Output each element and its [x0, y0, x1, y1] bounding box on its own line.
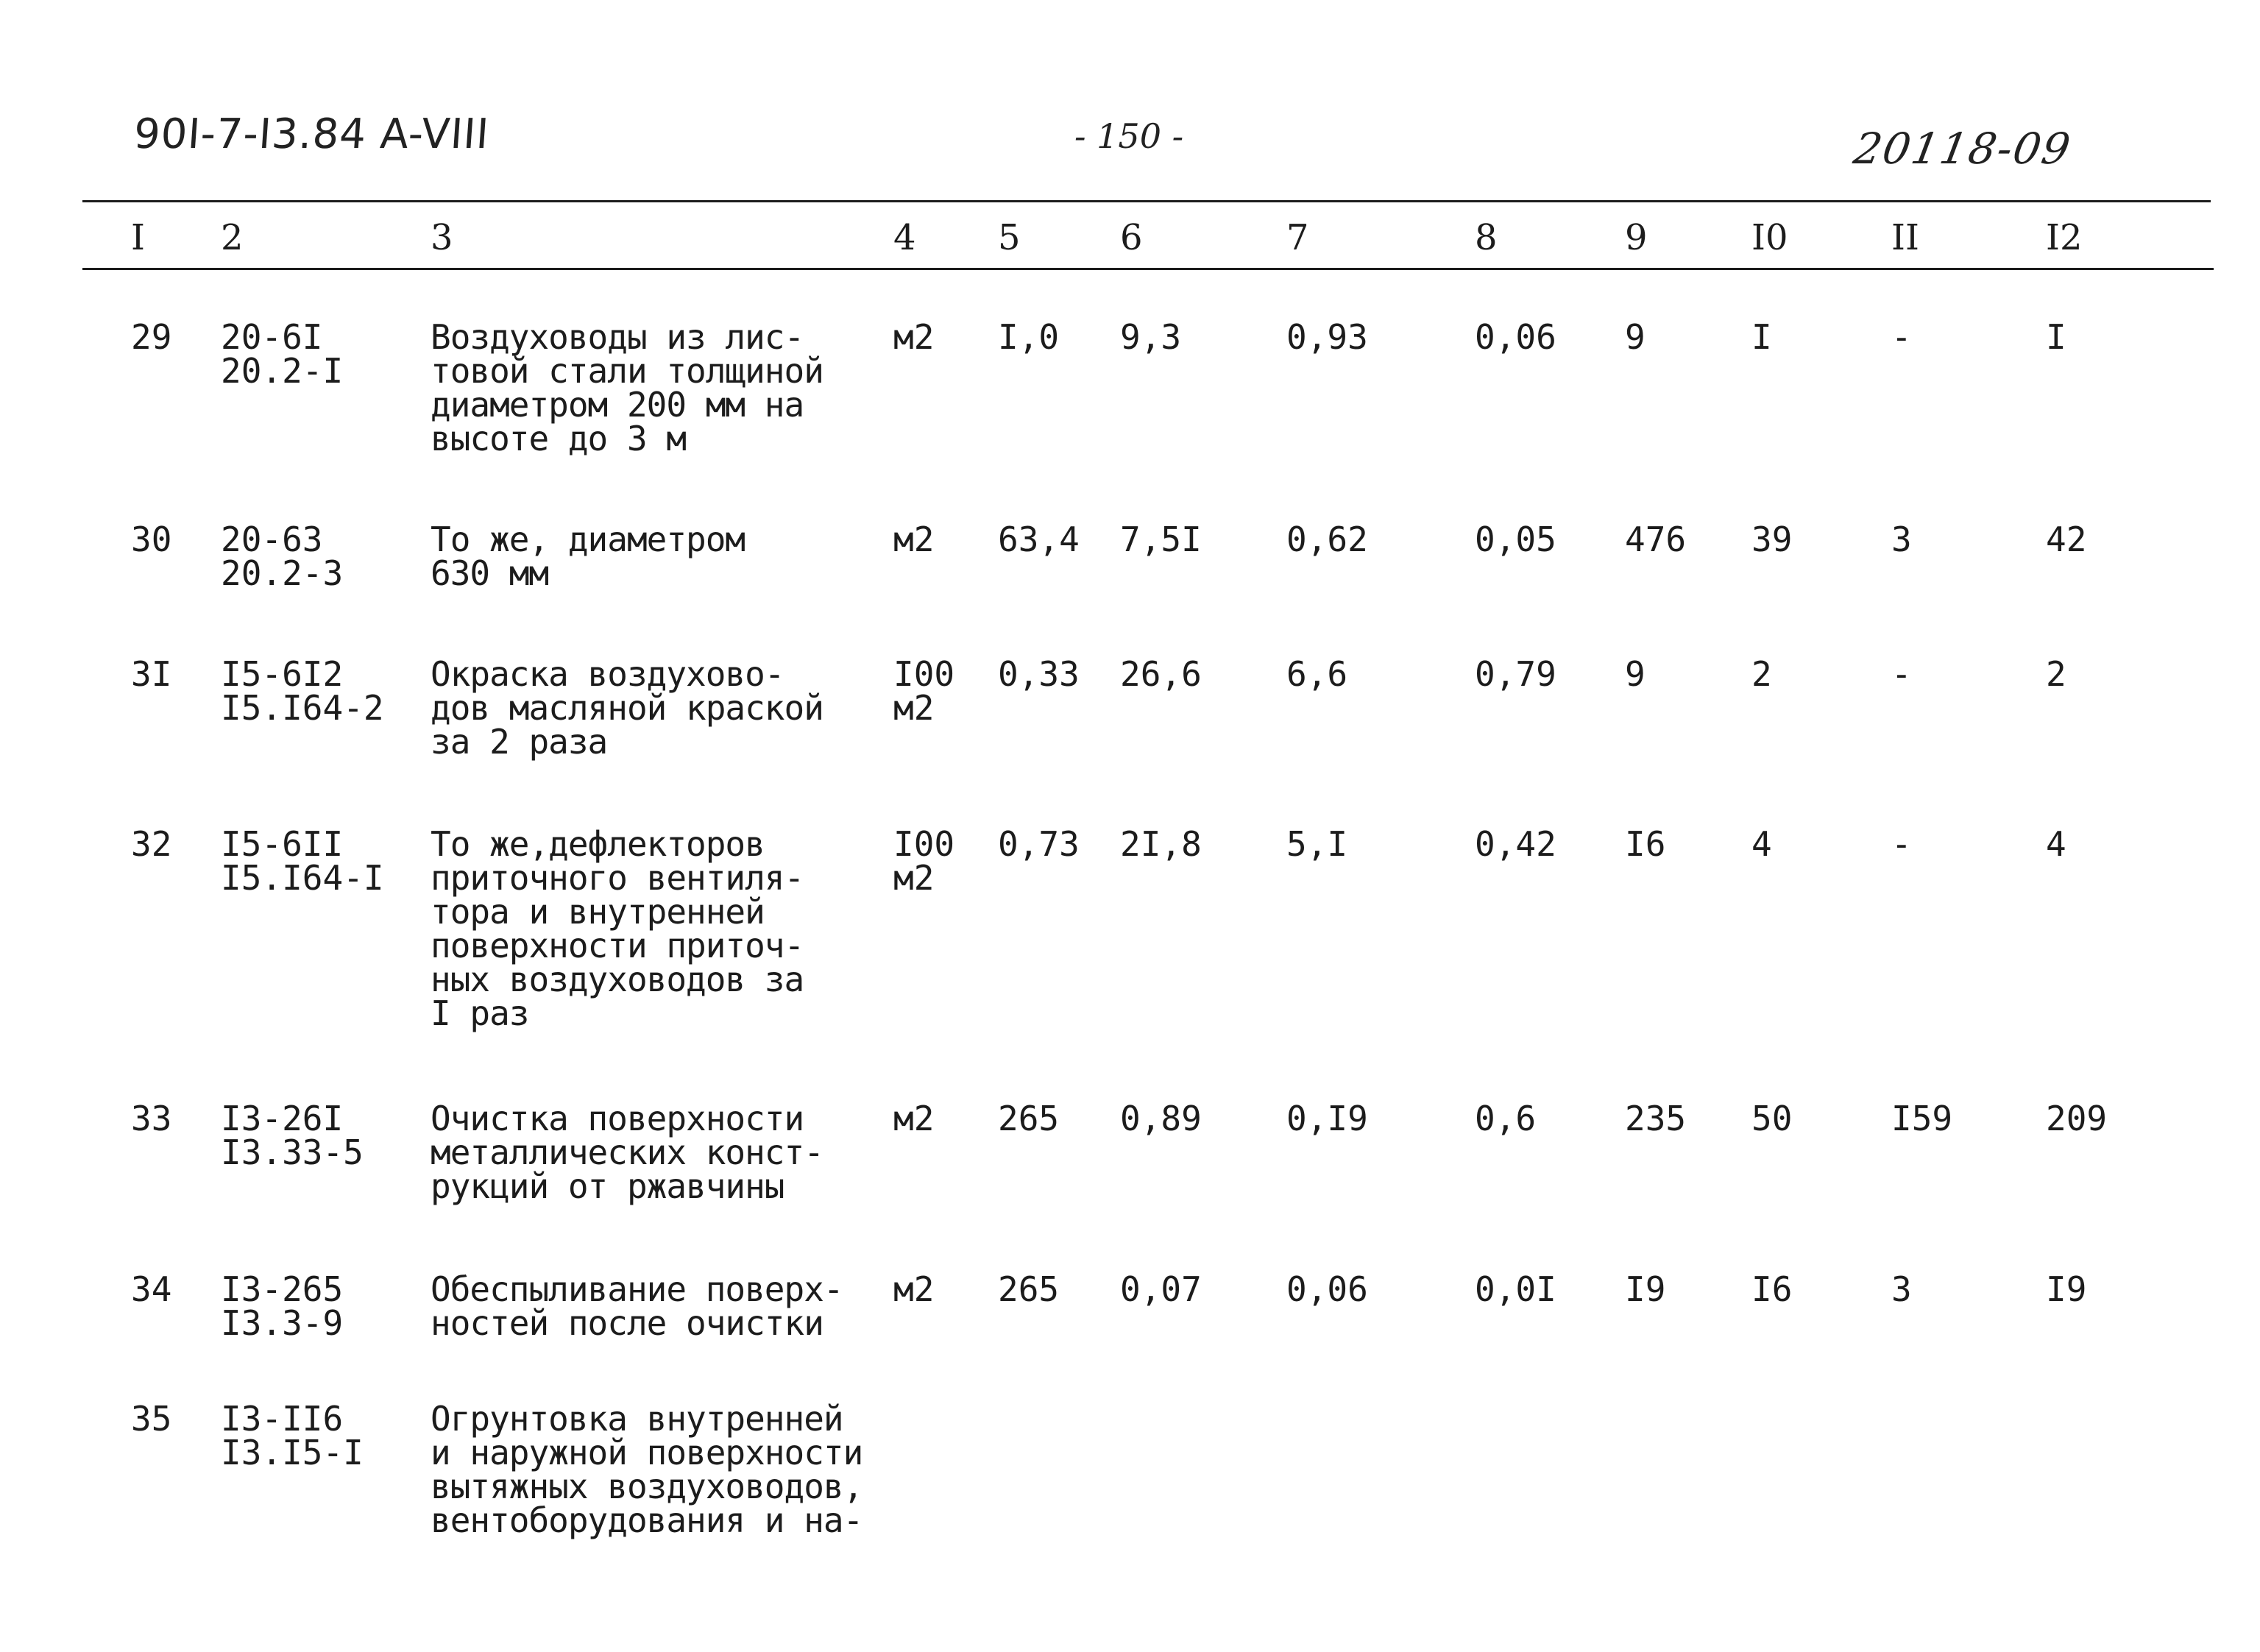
column-header-7: 7: [1286, 217, 1309, 258]
cell-col-11: -: [1891, 654, 1912, 694]
work-description-line: вытяжных воздуховодов,: [431, 1467, 863, 1506]
cell-col-11: I59: [1891, 1099, 1953, 1138]
cell-col-6: 9,3: [1120, 317, 1182, 357]
cell-col-6: 0,07: [1120, 1269, 1202, 1309]
cell-col-10: I: [1751, 317, 1772, 357]
cell-col-7: 5,I: [1286, 824, 1348, 864]
cell-col-10: 4: [1751, 824, 1772, 864]
cell-col-5: 0,73: [998, 824, 1080, 864]
cell-col-9: 9: [1625, 317, 1646, 357]
row-number: 32: [131, 824, 172, 864]
cell-col-10: 50: [1751, 1099, 1793, 1138]
rate-code: I3.I5-I: [221, 1433, 364, 1472]
cell-col-11: -: [1891, 824, 1912, 864]
work-description-line: 630 мм: [431, 553, 549, 593]
work-description-line: и наружной поверхности: [431, 1433, 863, 1472]
work-description-line: диаметром 200 мм на: [431, 385, 804, 425]
rate-code: I5.I64-2: [221, 688, 384, 728]
row-number: 3I: [131, 654, 172, 694]
table-header-rule: [82, 268, 2214, 270]
rate-code: I3-II6: [221, 1399, 344, 1439]
rate-code: I3-265: [221, 1269, 344, 1309]
rate-code: I3-26I: [221, 1099, 344, 1138]
cell-col-7: 0,06: [1286, 1269, 1368, 1309]
page-number: - 150 -: [1074, 116, 1184, 156]
cell-col-6: 26,6: [1120, 654, 1202, 694]
work-description-line: рукций от ржавчины: [431, 1166, 784, 1206]
unit-of-measure: м2: [893, 688, 935, 728]
cell-col-11: 3: [1891, 1269, 1912, 1309]
unit-of-measure: м2: [893, 1099, 935, 1138]
column-header-3: 3: [431, 217, 453, 258]
work-description-line: высоте до 3 м: [431, 419, 687, 458]
cell-col-10: 39: [1751, 520, 1793, 559]
rate-code: I3.33-5: [221, 1132, 364, 1172]
document-code: 90I-7-I3.84 A-VIII: [132, 110, 491, 158]
work-description-line: I раз: [431, 993, 529, 1033]
cell-col-10: I6: [1751, 1269, 1793, 1309]
column-header-5: 5: [998, 217, 1021, 258]
column-header-11: II: [1891, 217, 1919, 258]
cell-col-5: 0,33: [998, 654, 1080, 694]
cell-col-9: 9: [1625, 654, 1646, 694]
cell-col-6: 2I,8: [1120, 824, 1202, 864]
cell-col-12: 42: [2046, 520, 2087, 559]
work-description-line: товой стали толщиной: [431, 351, 823, 391]
cell-col-8: 0,0I: [1475, 1269, 1556, 1309]
cell-col-9: 476: [1625, 520, 1687, 559]
cell-col-12: I: [2046, 317, 2066, 357]
work-description-line: за 2 раза: [431, 722, 608, 762]
work-description-line: То же, диаметром: [431, 520, 745, 559]
rate-code: 20-63: [221, 520, 323, 559]
cell-col-9: I9: [1625, 1269, 1666, 1309]
archive-number: 20118-09: [1850, 124, 2075, 174]
rate-code: I3.3-9: [221, 1303, 344, 1343]
cell-col-5: 265: [998, 1099, 1060, 1138]
cell-col-8: 0,42: [1475, 824, 1556, 864]
row-number: 33: [131, 1099, 172, 1138]
unit-of-measure: м2: [893, 317, 935, 357]
cell-col-6: 7,5I: [1120, 520, 1202, 559]
rate-code: I5-6I2: [221, 654, 344, 694]
work-description-line: Воздуховоды из лис-: [431, 317, 804, 357]
work-description-line: дов масляной краской: [431, 688, 823, 728]
work-description-line: То же,дефлекторов: [431, 824, 765, 864]
row-number: 34: [131, 1269, 172, 1309]
cell-col-7: 6,6: [1286, 654, 1348, 694]
cell-col-12: I9: [2046, 1269, 2087, 1309]
cell-col-12: 2: [2046, 654, 2066, 694]
rate-code: 20.2-3: [221, 553, 344, 593]
row-number: 35: [131, 1399, 172, 1439]
cell-col-12: 4: [2046, 824, 2066, 864]
rate-code: I5-6II: [221, 824, 344, 864]
cell-col-6: 0,89: [1120, 1099, 1202, 1138]
column-header-1: I: [131, 217, 145, 258]
work-description-line: ных воздуховодов за: [431, 960, 804, 999]
cell-col-8: 0,6: [1475, 1099, 1537, 1138]
unit-of-measure: I00: [893, 824, 955, 864]
row-number: 30: [131, 520, 172, 559]
cell-col-12: 209: [2046, 1099, 2108, 1138]
work-description-line: металлических конст-: [431, 1132, 823, 1172]
column-header-9: 9: [1625, 217, 1648, 258]
cell-col-7: 0,93: [1286, 317, 1368, 357]
work-description-line: Огрунтовка внутренней: [431, 1399, 843, 1439]
column-header-4: 4: [893, 217, 916, 258]
cell-col-10: 2: [1751, 654, 1772, 694]
unit-of-measure: м2: [893, 858, 935, 898]
unit-of-measure: м2: [893, 1269, 935, 1309]
work-description-line: Окраска воздухово-: [431, 654, 784, 694]
unit-of-measure: м2: [893, 520, 935, 559]
table-top-rule: [82, 200, 2211, 202]
column-header-6: 6: [1120, 217, 1143, 258]
cell-col-7: 0,I9: [1286, 1099, 1368, 1138]
work-description-line: Очистка поверхности: [431, 1099, 804, 1138]
column-header-10: I0: [1751, 217, 1788, 258]
cell-col-8: 0,05: [1475, 520, 1556, 559]
cell-col-11: -: [1891, 317, 1912, 357]
column-header-2: 2: [221, 217, 244, 258]
cell-col-5: 63,4: [998, 520, 1080, 559]
work-description-line: Обеспыливание поверх-: [431, 1269, 843, 1309]
column-header-8: 8: [1475, 217, 1498, 258]
row-number: 29: [131, 317, 172, 357]
rate-code: 20.2-I: [221, 351, 344, 391]
rate-code: I5.I64-I: [221, 858, 384, 898]
cell-col-5: 265: [998, 1269, 1060, 1309]
cell-col-5: I,0: [998, 317, 1060, 357]
cell-col-8: 0,79: [1475, 654, 1556, 694]
cell-col-9: 235: [1625, 1099, 1687, 1138]
cell-col-9: I6: [1625, 824, 1666, 864]
work-description-line: вентоборудования и на-: [431, 1500, 863, 1540]
work-description-line: приточного вентиля-: [431, 858, 804, 898]
column-header-12: I2: [2046, 217, 2083, 258]
cell-col-11: 3: [1891, 520, 1912, 559]
work-description-line: ностей после очистки: [431, 1303, 823, 1343]
cell-col-8: 0,06: [1475, 317, 1556, 357]
work-description-line: тора и внутренней: [431, 892, 765, 932]
cell-col-7: 0,62: [1286, 520, 1368, 559]
rate-code: 20-6I: [221, 317, 323, 357]
work-description-line: поверхности приточ-: [431, 926, 804, 965]
unit-of-measure: I00: [893, 654, 955, 694]
